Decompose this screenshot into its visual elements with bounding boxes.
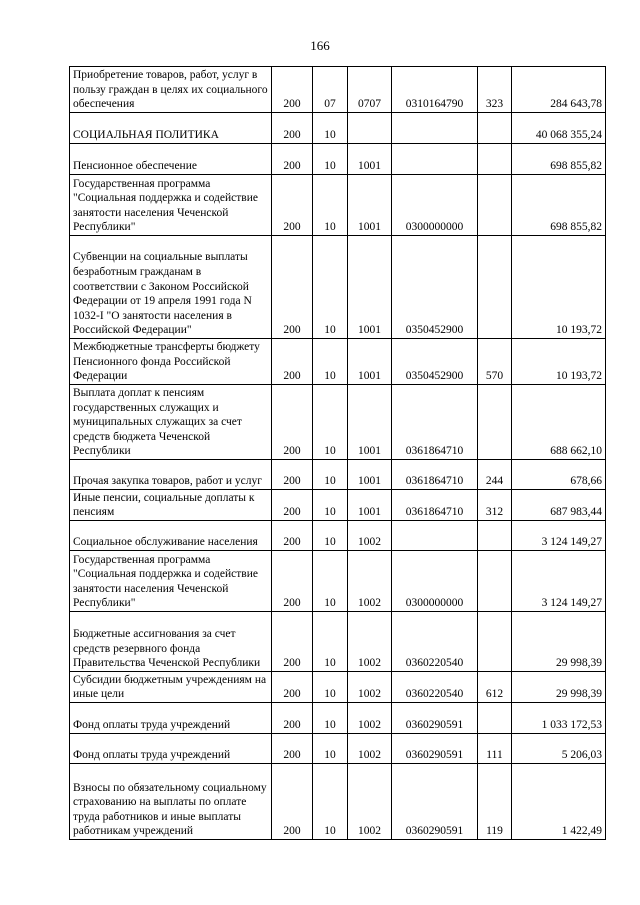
subsection-code	[348, 113, 392, 144]
target-code: 0350452900	[392, 236, 478, 339]
subsection-code: 1002	[348, 612, 392, 672]
amount: 1 033 172,53	[512, 703, 606, 734]
expense-type-code: 111	[478, 734, 512, 764]
budget-table	[69, 66, 606, 840]
target-code	[392, 144, 478, 175]
row-name: Приобретение товаров, работ, услуг в пользу граждан в целях их социального обеспечения	[70, 67, 272, 113]
row-name: Выплата доплат к пенсиям государственных служащих и муниципальных служащих за счет средств бюджета Чеченской Республики	[70, 385, 272, 460]
amount: 29 998,39	[512, 672, 606, 703]
row-name: Субвенции на социальные выплаты безработным гражданам в соответствии с Законом Российской Федерации от 19 апреля 1991 года N 1032-I "О занятости населения в Российской Федерации"	[70, 236, 272, 339]
table-row	[70, 339, 606, 385]
section-code: 10	[313, 460, 348, 490]
section-code: 10	[313, 339, 348, 385]
expense-type-code: 312	[478, 490, 512, 521]
subsection-code: 0707	[348, 67, 392, 113]
row-name: Фонд оплаты труда учреждений	[70, 703, 272, 734]
expense-type-code	[478, 551, 512, 612]
row-name: СОЦИАЛЬНАЯ ПОЛИТИКА	[70, 113, 272, 144]
table-row	[70, 672, 606, 703]
subsection-code: 1001	[348, 144, 392, 175]
table-row	[70, 612, 606, 672]
section-code: 10	[313, 113, 348, 144]
subsection-code: 1001	[348, 385, 392, 460]
amount: 678,66	[512, 460, 606, 490]
expense-type-code	[478, 521, 512, 551]
amount: 688 662,10	[512, 385, 606, 460]
target-code: 0360290591	[392, 734, 478, 764]
subsection-code: 1001	[348, 339, 392, 385]
table-row	[70, 703, 606, 734]
subsection-code: 1001	[348, 490, 392, 521]
ministry-code: 200	[272, 113, 313, 144]
table-row	[70, 144, 606, 175]
section-code: 10	[313, 144, 348, 175]
row-name: Фонд оплаты труда учреждений	[70, 734, 272, 764]
table-row	[70, 460, 606, 490]
section-code: 10	[313, 672, 348, 703]
target-code: 0361864710	[392, 385, 478, 460]
row-name: Прочая закупка товаров, работ и услуг	[70, 460, 272, 490]
table-row	[70, 521, 606, 551]
table-row	[70, 67, 606, 113]
row-name: Государственная программа "Социальная поддержка и содействие занятости населения Чеченской Республики"	[70, 175, 272, 236]
target-code: 0300000000	[392, 551, 478, 612]
amount: 698 855,82	[512, 175, 606, 236]
subsection-code: 1002	[348, 764, 392, 840]
row-name: Иные пенсии, социальные доплаты к пенсиям	[70, 490, 272, 521]
row-name: Социальное обслуживание населения	[70, 521, 272, 551]
expense-type-code: 119	[478, 764, 512, 840]
ministry-code: 200	[272, 460, 313, 490]
subsection-code: 1002	[348, 551, 392, 612]
ministry-code: 200	[272, 144, 313, 175]
row-name: Межбюджетные трансферты бюджету Пенсионного фонда Российской Федерации	[70, 339, 272, 385]
ministry-code: 200	[272, 339, 313, 385]
section-code: 10	[313, 551, 348, 612]
ministry-code: 200	[272, 175, 313, 236]
target-code: 0300000000	[392, 175, 478, 236]
ministry-code: 200	[272, 551, 313, 612]
table-row	[70, 236, 606, 339]
amount: 5 206,03	[512, 734, 606, 764]
expense-type-code	[478, 385, 512, 460]
section-code: 10	[313, 734, 348, 764]
expense-type-code: 570	[478, 339, 512, 385]
row-name: Субсидии бюджетным учреждениям на иные цели	[70, 672, 272, 703]
target-code: 0360220540	[392, 612, 478, 672]
expense-type-code	[478, 175, 512, 236]
amount: 29 998,39	[512, 612, 606, 672]
subsection-code: 1002	[348, 703, 392, 734]
ministry-code: 200	[272, 703, 313, 734]
row-name: Пенсионное обеспечение	[70, 144, 272, 175]
amount: 284 643,78	[512, 67, 606, 113]
amount: 10 193,72	[512, 339, 606, 385]
expense-type-code	[478, 236, 512, 339]
target-code	[392, 113, 478, 144]
target-code: 0361864710	[392, 490, 478, 521]
table-row	[70, 490, 606, 521]
subsection-code: 1001	[348, 236, 392, 339]
amount: 1 422,49	[512, 764, 606, 840]
expense-type-code	[478, 703, 512, 734]
subsection-code: 1001	[348, 460, 392, 490]
table-row	[70, 113, 606, 144]
ministry-code: 200	[272, 385, 313, 460]
subsection-code: 1002	[348, 672, 392, 703]
expense-type-code	[478, 144, 512, 175]
ministry-code: 200	[272, 612, 313, 672]
target-code: 0350452900	[392, 339, 478, 385]
ministry-code: 200	[272, 236, 313, 339]
section-code: 10	[313, 236, 348, 339]
expense-type-code	[478, 113, 512, 144]
section-code: 10	[313, 175, 348, 236]
expense-type-code	[478, 612, 512, 672]
ministry-code: 200	[272, 672, 313, 703]
section-code: 10	[313, 764, 348, 840]
section-code: 10	[313, 385, 348, 460]
amount: 40 068 355,24	[512, 113, 606, 144]
target-code: 0360290591	[392, 764, 478, 840]
ministry-code: 200	[272, 67, 313, 113]
target-code	[392, 521, 478, 551]
table-row	[70, 734, 606, 764]
table-row	[70, 764, 606, 840]
subsection-code: 1002	[348, 521, 392, 551]
ministry-code: 200	[272, 490, 313, 521]
target-code: 0360220540	[392, 672, 478, 703]
amount: 698 855,82	[512, 144, 606, 175]
amount: 687 983,44	[512, 490, 606, 521]
amount: 3 124 149,27	[512, 551, 606, 612]
table-row	[70, 175, 606, 236]
expense-type-code: 612	[478, 672, 512, 703]
table-row	[70, 551, 606, 612]
section-code: 10	[313, 703, 348, 734]
section-code: 10	[313, 490, 348, 521]
ministry-code: 200	[272, 734, 313, 764]
section-code: 07	[313, 67, 348, 113]
ministry-code: 200	[272, 521, 313, 551]
row-name: Государственная программа "Социальная поддержка и содействие занятости населения Чеченской Республики"	[70, 551, 272, 612]
table-row	[70, 385, 606, 460]
target-code: 0360290591	[392, 703, 478, 734]
ministry-code: 200	[272, 764, 313, 840]
expense-type-code: 244	[478, 460, 512, 490]
target-code: 0310164790	[392, 67, 478, 113]
section-code: 10	[313, 612, 348, 672]
page-number: 166	[310, 38, 330, 53]
section-code: 10	[313, 521, 348, 551]
row-name: Взносы по обязательному социальному страхованию на выплаты по оплате труда работников и иные выплаты работникам учреждений	[70, 764, 272, 840]
row-name: Бюджетные ассигнования за счет средств резервного фонда Правительства Чеченской Республики	[70, 612, 272, 672]
expense-type-code: 323	[478, 67, 512, 113]
subsection-code: 1002	[348, 734, 392, 764]
amount: 10 193,72	[512, 236, 606, 339]
subsection-code: 1001	[348, 175, 392, 236]
amount: 3 124 149,27	[512, 521, 606, 551]
target-code: 0361864710	[392, 460, 478, 490]
